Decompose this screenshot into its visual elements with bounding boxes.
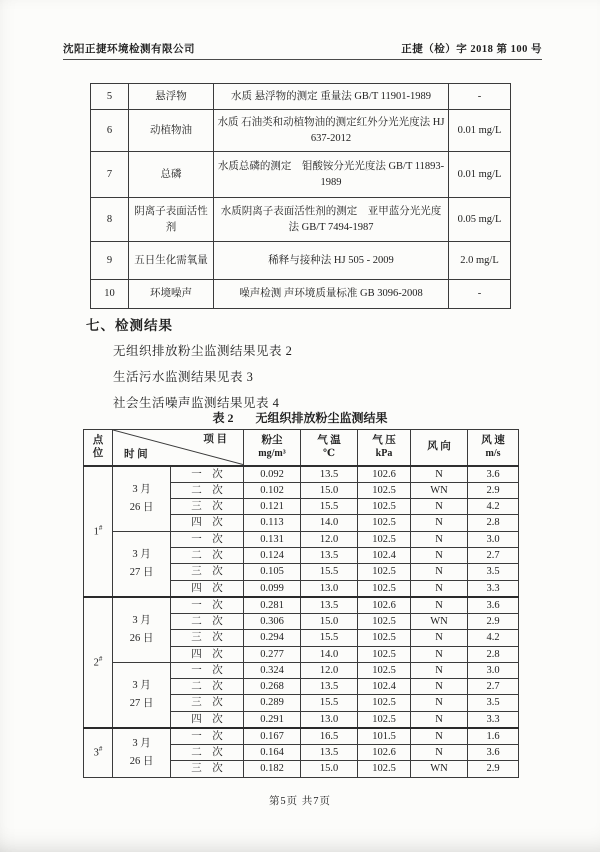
value-cell: 102.5: [358, 646, 411, 662]
value-cell: 15.0: [301, 761, 358, 777]
method-table-row: [91, 84, 511, 110]
run-label: 二 次: [171, 745, 244, 761]
method-table-row: [91, 280, 511, 309]
doc-number: 正捷（检）字 2018 第 100 号: [401, 44, 542, 55]
value-cell: 15.5: [301, 564, 358, 580]
date-label: 3 月 26 日: [113, 466, 171, 532]
value-cell: N: [411, 564, 468, 580]
value-cell: 4.2: [468, 499, 519, 515]
detection-limit: 0.01 mg/L: [449, 110, 511, 152]
run-label: 三 次: [171, 630, 244, 646]
method-name: 噪声检测 声环境质量标准 GB 3096-2008: [214, 280, 449, 309]
value-cell: 0.113: [244, 515, 301, 531]
value-cell: 3.3: [468, 580, 519, 597]
value-cell: 3.3: [468, 711, 519, 728]
results-line-3: 社会生活噪声监测结果见表 4: [113, 396, 280, 410]
value-cell: 12.0: [301, 531, 358, 547]
company-name: 沈阳正捷环境检测有限公司: [63, 44, 195, 55]
detection-limit: 0.01 mg/L: [449, 152, 511, 198]
value-cell: N: [411, 695, 468, 711]
value-cell: WN: [411, 761, 468, 777]
value-cell: 0.099: [244, 580, 301, 597]
value-cell: 0.167: [244, 728, 301, 745]
site-label: 1#: [84, 466, 113, 597]
monitoring-row: [84, 662, 519, 678]
value-cell: 102.5: [358, 482, 411, 498]
value-cell: 3.0: [468, 531, 519, 547]
run-label: 一 次: [171, 531, 244, 547]
value-cell: 15.0: [301, 613, 358, 629]
value-cell: 2.8: [468, 515, 519, 531]
value-cell: 0.092: [244, 466, 301, 483]
value-cell: 0.281: [244, 597, 301, 614]
value-cell: 13.5: [301, 597, 358, 614]
method-table: [90, 83, 511, 309]
date-label: 3 月 27 日: [113, 531, 171, 597]
item-name: 悬浮物: [129, 84, 214, 110]
col-dust: 粉尘 mg/m³: [244, 430, 301, 466]
col-temperature: 气 温 ℃: [301, 430, 358, 466]
run-label: 三 次: [171, 499, 244, 515]
run-label: 一 次: [171, 597, 244, 614]
section-heading: 七、检测结果: [86, 318, 173, 333]
monitoring-table-header: [84, 430, 519, 466]
run-label: 四 次: [171, 580, 244, 597]
value-cell: 102.5: [358, 711, 411, 728]
run-label: 一 次: [171, 662, 244, 678]
value-cell: 102.5: [358, 630, 411, 646]
col-wind-speed: 风 速 m/s: [468, 430, 519, 466]
value-cell: N: [411, 499, 468, 515]
monitoring-row: [84, 728, 519, 745]
run-label: 一 次: [171, 466, 244, 483]
value-cell: 0.289: [244, 695, 301, 711]
method-table-row: [91, 152, 511, 198]
value-cell: 102.5: [358, 761, 411, 777]
value-cell: 15.5: [301, 499, 358, 515]
value-cell: N: [411, 531, 468, 547]
value-cell: 0.294: [244, 630, 301, 646]
results-line-2: 生活污水监测结果见表 3: [113, 370, 254, 384]
value-cell: 102.5: [358, 564, 411, 580]
row-number: 7: [91, 152, 129, 198]
col-project-label: 项 目: [203, 434, 227, 445]
value-cell: 14.0: [301, 515, 358, 531]
run-label: 四 次: [171, 515, 244, 531]
value-cell: 13.5: [301, 466, 358, 483]
col-time-label: 时 间: [124, 449, 148, 461]
value-cell: 15.5: [301, 630, 358, 646]
value-cell: WN: [411, 613, 468, 629]
detection-limit: 0.05 mg/L: [449, 198, 511, 242]
col-wind-direction: 风 向: [411, 430, 468, 466]
method-name: 水质 石油类和动植物油的测定红外分光光度法 HJ 637-2012: [214, 110, 449, 152]
site-label: 2#: [84, 597, 113, 728]
row-number: 9: [91, 242, 129, 280]
value-cell: 3.6: [468, 597, 519, 614]
value-cell: 102.5: [358, 515, 411, 531]
value-cell: 3.0: [468, 662, 519, 678]
value-cell: 0.131: [244, 531, 301, 547]
value-cell: 102.5: [358, 531, 411, 547]
value-cell: N: [411, 646, 468, 662]
row-number: 5: [91, 84, 129, 110]
run-label: 四 次: [171, 646, 244, 662]
date-label: 3 月 26 日: [113, 728, 171, 777]
value-cell: 2.9: [468, 761, 519, 777]
value-cell: 0.121: [244, 499, 301, 515]
value-cell: 102.5: [358, 580, 411, 597]
value-cell: 0.102: [244, 482, 301, 498]
item-name: 总磷: [129, 152, 214, 198]
value-cell: 13.5: [301, 745, 358, 761]
detection-limit: -: [449, 84, 511, 110]
item-name: 五日生化需氧量: [129, 242, 214, 280]
value-cell: 3.5: [468, 564, 519, 580]
value-cell: N: [411, 679, 468, 695]
method-table-row: [91, 110, 511, 152]
detection-limit: 2.0 mg/L: [449, 242, 511, 280]
page-number: 第5页 共7页: [268, 796, 332, 807]
value-cell: N: [411, 630, 468, 646]
value-cell: 1.6: [468, 728, 519, 745]
monitoring-table: [83, 429, 519, 778]
value-cell: N: [411, 547, 468, 563]
value-cell: 102.6: [358, 745, 411, 761]
item-name: 阴离子表面活性剂: [129, 198, 214, 242]
value-cell: 15.0: [301, 482, 358, 498]
run-label: 四 次: [171, 711, 244, 728]
value-cell: 0.306: [244, 613, 301, 629]
method-name: 水质阴离子表面活性剂的测定 亚甲蓝分光光度法 GB/T 7494-1987: [214, 198, 449, 242]
value-cell: 13.5: [301, 679, 358, 695]
value-cell: 102.6: [358, 466, 411, 483]
value-cell: 14.0: [301, 646, 358, 662]
table2-caption-label: 表 2: [212, 411, 234, 425]
run-label: 二 次: [171, 547, 244, 563]
value-cell: 0.105: [244, 564, 301, 580]
method-name: 水质 悬浮物的测定 重量法 GB/T 11901-1989: [214, 84, 449, 110]
value-cell: 3.6: [468, 466, 519, 483]
value-cell: 13.0: [301, 711, 358, 728]
row-number: 8: [91, 198, 129, 242]
value-cell: N: [411, 466, 468, 483]
run-label: 二 次: [171, 613, 244, 629]
value-cell: 12.0: [301, 662, 358, 678]
value-cell: N: [411, 515, 468, 531]
value-cell: 0.277: [244, 646, 301, 662]
item-name: 环境噪声: [129, 280, 214, 309]
document-header: [63, 41, 542, 60]
value-cell: N: [411, 597, 468, 614]
value-cell: 0.324: [244, 662, 301, 678]
value-cell: 102.5: [358, 662, 411, 678]
table2-caption: [0, 409, 600, 426]
value-cell: 2.7: [468, 547, 519, 563]
value-cell: 0.182: [244, 761, 301, 777]
item-name: 动植物油: [129, 110, 214, 152]
run-label: 三 次: [171, 564, 244, 580]
method-name: 水质总磷的测定 钼酸铵分光光度法 GB/T 11893-1989: [214, 152, 449, 198]
site-label: 3#: [84, 728, 113, 777]
value-cell: 2.9: [468, 482, 519, 498]
monitoring-row: [84, 597, 519, 614]
row-number: 10: [91, 280, 129, 309]
value-cell: 3.6: [468, 745, 519, 761]
value-cell: 102.5: [358, 613, 411, 629]
col-pressure: 气 压 kPa: [358, 430, 411, 466]
run-label: 一 次: [171, 728, 244, 745]
value-cell: 0.164: [244, 745, 301, 761]
value-cell: 13.5: [301, 547, 358, 563]
method-table-row: [91, 242, 511, 280]
value-cell: N: [411, 711, 468, 728]
value-cell: 0.268: [244, 679, 301, 695]
method-name: 稀释与接种法 HJ 505 - 2009: [214, 242, 449, 280]
col-site: 点 位: [84, 430, 113, 466]
run-label: 二 次: [171, 679, 244, 695]
col-project-time: [113, 430, 244, 466]
method-table-row: [91, 198, 511, 242]
value-cell: WN: [411, 482, 468, 498]
value-cell: 102.5: [358, 695, 411, 711]
monitoring-row: [84, 466, 519, 483]
value-cell: 2.9: [468, 613, 519, 629]
value-cell: 16.5: [301, 728, 358, 745]
value-cell: 2.7: [468, 679, 519, 695]
value-cell: 3.5: [468, 695, 519, 711]
value-cell: N: [411, 580, 468, 597]
value-cell: N: [411, 745, 468, 761]
row-number: 6: [91, 110, 129, 152]
value-cell: N: [411, 662, 468, 678]
value-cell: 102.6: [358, 597, 411, 614]
value-cell: 102.5: [358, 499, 411, 515]
monitoring-row: [84, 531, 519, 547]
value-cell: 102.4: [358, 547, 411, 563]
value-cell: 101.5: [358, 728, 411, 745]
run-label: 二 次: [171, 482, 244, 498]
value-cell: N: [411, 728, 468, 745]
value-cell: 2.8: [468, 646, 519, 662]
date-label: 3 月 26 日: [113, 597, 171, 663]
value-cell: 0.291: [244, 711, 301, 728]
value-cell: 4.2: [468, 630, 519, 646]
run-label: 三 次: [171, 761, 244, 777]
run-label: 三 次: [171, 695, 244, 711]
results-line-1: 无组织排放粉尘监测结果见表 2: [113, 344, 293, 358]
value-cell: 13.0: [301, 580, 358, 597]
value-cell: 0.124: [244, 547, 301, 563]
value-cell: 15.5: [301, 695, 358, 711]
value-cell: 102.4: [358, 679, 411, 695]
detection-limit: -: [449, 280, 511, 309]
date-label: 3 月 27 日: [113, 662, 171, 728]
table2-caption-text: 无组织排放粉尘监测结果: [255, 411, 388, 425]
